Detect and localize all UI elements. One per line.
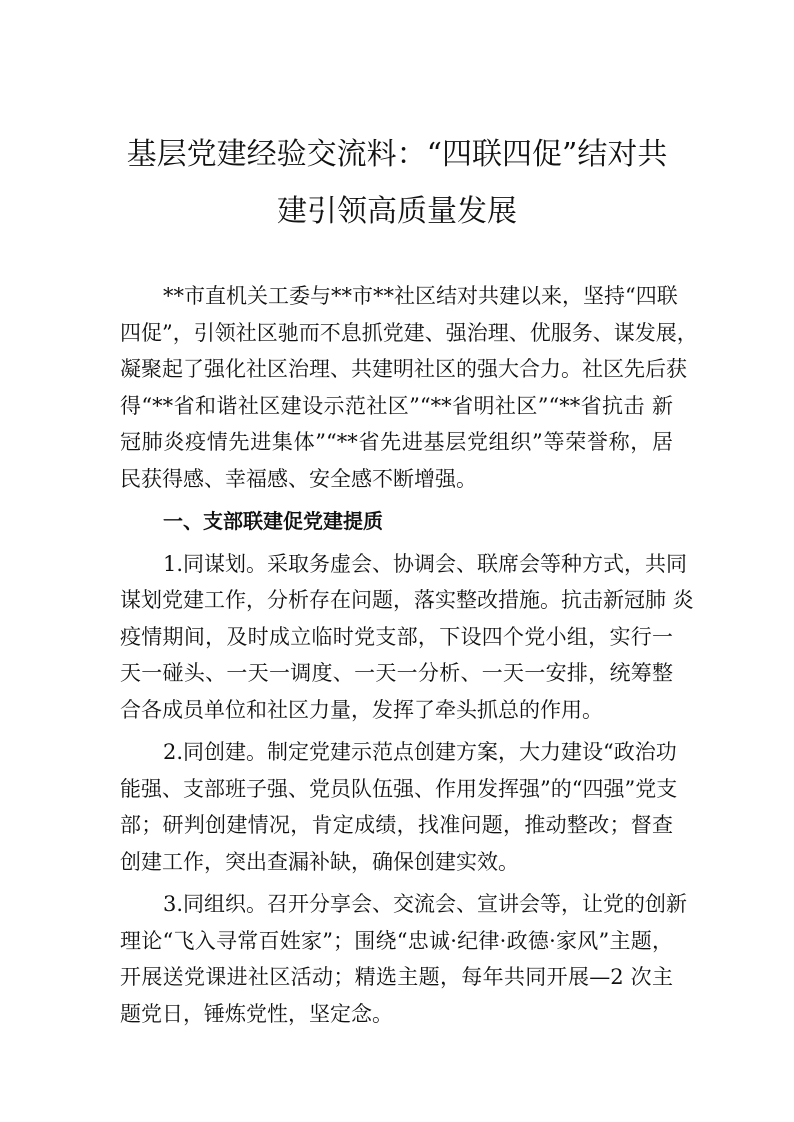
text-line: 1.同谋划。采取务虚会、协调会、联席会等种方式，共同 xyxy=(163,551,688,576)
text-line: 一、支部联建促党建提质 xyxy=(163,509,383,533)
text-line: 2.同创建。制定党建示范点创建方案，大力建设“政治功 xyxy=(163,740,677,764)
text-line: 疫情期间，及时成立临时党支部，下设四个党小组，实行一 xyxy=(120,624,673,649)
text-line: 四促”，引领社区驰而不息抓党建、强治理、优服务、谋发展， xyxy=(120,320,698,345)
text-line: 开展送党课进社区活动；精选主题，每年共同开展—2 次主 xyxy=(120,965,673,989)
text-line: **市直机关工委与**市**社区结对共建以来，坚持“四联 xyxy=(163,284,678,308)
paragraph xyxy=(120,278,698,497)
paragraph xyxy=(120,734,678,880)
text-line: 谋划党建工作，分析存在问题，落实整改措施。抗击新冠肺 炎 xyxy=(120,588,694,612)
paragraph xyxy=(120,546,694,729)
text-line: 合各成员单位和社区力量，发挥了牵头抓总的作用。 xyxy=(120,697,603,722)
document-title-line-2: 建引领高质量发展 xyxy=(277,194,517,229)
text-line: 题党日，锤炼党性，坚定念。 xyxy=(120,1001,393,1026)
text-line: 部；研判创建情况，肯定成绩，找准问题，推动整改；督查 xyxy=(120,813,673,837)
paragraph xyxy=(120,886,688,1032)
text-line: 创建工作，突出查漏补缺，确保创建实效。 xyxy=(120,849,519,874)
section-heading xyxy=(120,503,673,540)
text-line: 能强、支部班子强、党员队伍强、作用发挥强”的“四强”党支 xyxy=(120,776,678,801)
text-line: 民获得感、幸福感、安全感不断增强。 xyxy=(120,466,477,491)
text-line: 凝聚起了强化社区治理、共建明社区的强大合力。社区先后获 xyxy=(120,357,687,381)
text-line: 3.同组织。召开分享会、交流会、宣讲会等，让党的创新 xyxy=(163,892,688,916)
document-body xyxy=(120,278,698,1032)
text-line: 冠肺炎疫情先进集体”“**省先进基层党组织”等荣誉称，居 xyxy=(120,430,673,454)
text-line: 得“**省和谐社区建设示范社区”“**省明社区”“**省抗击 新 xyxy=(120,393,673,418)
text-line: 理论“飞入寻常百姓家”；围绕“忠诚·纪律·政德·家风”主题， xyxy=(120,928,673,953)
document-title-line-1: 基层党建经验交流料：“四联四促”结对共 xyxy=(126,137,668,172)
text-line: 天一碰头、一天一调度、一天一分析、一天一安排，统筹整 xyxy=(120,661,673,685)
